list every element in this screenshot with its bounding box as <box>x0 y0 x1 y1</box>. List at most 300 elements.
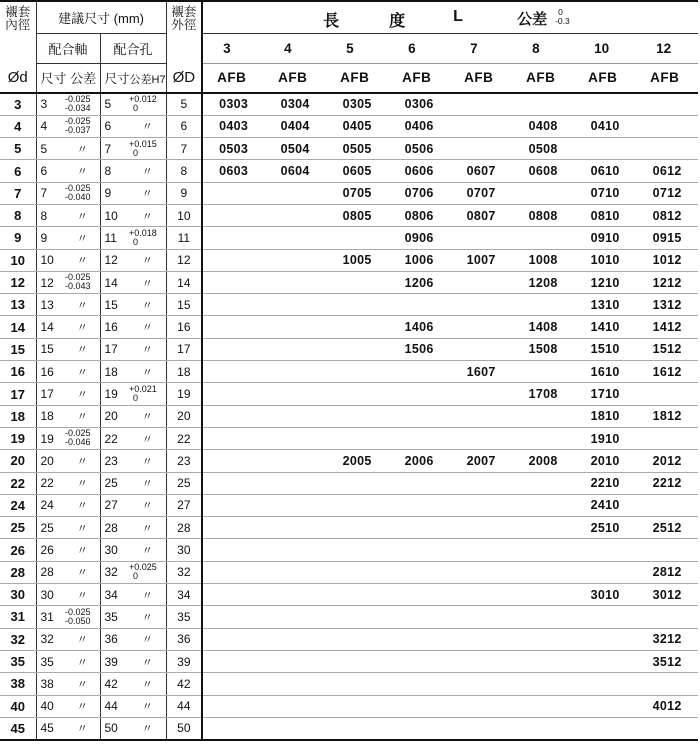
hole-tolerance-cell: 〃 <box>127 650 166 672</box>
shaft-size-cell: 45 <box>36 717 63 739</box>
part-code-cell: 1010 <box>574 249 636 271</box>
hole-tolerance-cell: 〃 <box>127 294 166 316</box>
part-code-cell: 1812 <box>636 405 698 427</box>
shaft-tol-lower: -0.046 <box>65 437 91 448</box>
part-code-cell <box>388 472 450 494</box>
part-code-cell <box>636 138 698 160</box>
part-code-cell <box>202 204 264 226</box>
part-code-cell <box>450 628 512 650</box>
part-code-cell <box>388 294 450 316</box>
hole-tolerance-pair <box>129 95 157 113</box>
part-code-cell: 0707 <box>450 182 512 204</box>
part-code-cell <box>264 182 326 204</box>
length-header <box>202 1 698 33</box>
shaft-tolerance-cell: 〃 <box>63 405 100 427</box>
bushing-id-cell: 7 <box>0 182 36 204</box>
part-code-cell: 0403 <box>202 115 264 137</box>
hole-size-cell: 15 <box>100 294 127 316</box>
table-row <box>0 494 698 516</box>
part-code-cell: 2410 <box>574 494 636 516</box>
series-label-10: AFB <box>574 63 636 93</box>
part-code-cell <box>202 427 264 449</box>
hole-size-cell: 16 <box>100 316 127 338</box>
table-row <box>0 405 698 427</box>
bushing-od-cell: 9 <box>166 182 202 204</box>
part-code-cell: 0410 <box>574 115 636 137</box>
length-header-8: 8 <box>512 33 574 63</box>
part-code-cell: 1810 <box>574 405 636 427</box>
part-code-cell <box>512 717 574 739</box>
part-code-cell <box>450 717 512 739</box>
part-code-cell <box>450 383 512 405</box>
part-code-cell <box>264 227 326 249</box>
bushing-id-cell: 38 <box>0 673 36 695</box>
spec-table-body <box>0 93 698 740</box>
bushing-od-cell: 23 <box>166 450 202 472</box>
hole-size-cell: 42 <box>100 673 127 695</box>
part-code-cell <box>264 606 326 628</box>
bushing-od-cell: 18 <box>166 361 202 383</box>
part-code-cell: 0305 <box>326 93 388 115</box>
part-code-cell: 0805 <box>326 204 388 226</box>
hole-tol-upper: +0.015 <box>129 138 157 149</box>
part-code-cell <box>388 717 450 739</box>
shaft-size-cell: 17 <box>36 383 63 405</box>
part-code-cell <box>326 539 388 561</box>
part-code-cell: 0808 <box>512 204 574 226</box>
part-code-cell: 1210 <box>574 271 636 293</box>
shaft-tolerance-cell: 〃 <box>63 294 100 316</box>
bushing-id-cell: 15 <box>0 338 36 360</box>
shaft-size-cell: 15 <box>36 338 63 360</box>
part-code-cell <box>388 695 450 717</box>
part-code-cell: 1710 <box>574 383 636 405</box>
part-code-cell <box>574 695 636 717</box>
part-code-cell <box>574 539 636 561</box>
part-code-cell: 0604 <box>264 160 326 182</box>
bushing-id-cell: 20 <box>0 450 36 472</box>
hole-size-cell: 39 <box>100 650 127 672</box>
part-code-cell: 0303 <box>202 93 264 115</box>
shaft-size-cell: 4 <box>36 115 63 137</box>
part-code-cell: 1012 <box>636 249 698 271</box>
part-code-cell <box>388 494 450 516</box>
hole-tolerance-cell: 〃 <box>127 338 166 360</box>
hole-tolerance-cell <box>127 93 166 115</box>
part-code-cell <box>264 561 326 583</box>
part-code-cell <box>326 628 388 650</box>
table-row <box>0 338 698 360</box>
series-label-12: AFB <box>636 63 698 93</box>
part-code-cell <box>512 539 574 561</box>
shaft-size-cell: 13 <box>36 294 63 316</box>
hole-tol-upper: +0.018 <box>129 227 157 238</box>
hole-tolerance-cell: 〃 <box>127 472 166 494</box>
shaft-size-cell: 22 <box>36 472 63 494</box>
part-code-cell <box>202 673 264 695</box>
shaft-tolerance-cell <box>63 606 100 628</box>
shaft-tolerance-cell: 〃 <box>63 539 100 561</box>
hole-tolerance-cell: 〃 <box>127 673 166 695</box>
part-code-cell: 0810 <box>574 204 636 226</box>
part-code-cell: 1008 <box>512 249 574 271</box>
part-code-cell <box>326 517 388 539</box>
hole-size-cell: 30 <box>100 539 127 561</box>
shaft-tol-lower: -0.050 <box>65 615 91 626</box>
part-code-cell: 0408 <box>512 115 574 137</box>
bushing-id-cell: 3 <box>0 93 36 115</box>
length-tol-lower: -0.3 <box>555 16 570 26</box>
part-code-cell: 0504 <box>264 138 326 160</box>
table-row <box>0 717 698 739</box>
part-code-cell <box>512 93 574 115</box>
hole-tolerance-cell: 〃 <box>127 450 166 472</box>
part-code-cell <box>202 717 264 739</box>
part-code-cell: 0505 <box>326 138 388 160</box>
table-row <box>0 673 698 695</box>
length-tolerance-label: 公差 <box>517 11 548 28</box>
part-code-cell <box>326 584 388 606</box>
part-code-cell: 1512 <box>636 338 698 360</box>
shaft-tolerance-pair <box>65 117 91 135</box>
shaft-tolerance-cell: 〃 <box>63 361 100 383</box>
part-code-cell <box>388 517 450 539</box>
bushing-id-symbol: Ød <box>0 63 36 93</box>
part-code-cell <box>326 361 388 383</box>
part-code-cell: 2512 <box>636 517 698 539</box>
part-code-cell <box>326 561 388 583</box>
part-code-cell <box>326 271 388 293</box>
bushing-id-header <box>0 1 36 63</box>
part-code-cell <box>636 717 698 739</box>
part-code-cell <box>264 695 326 717</box>
hole-tolerance-pair <box>129 229 157 247</box>
hole-tolerance-cell: 〃 <box>127 494 166 516</box>
part-code-cell <box>264 584 326 606</box>
shaft-tolerance-pair <box>65 184 91 202</box>
part-code-cell <box>326 650 388 672</box>
hole-size-cell: 9 <box>100 182 127 204</box>
hole-size-cell: 27 <box>100 494 127 516</box>
part-code-cell <box>636 606 698 628</box>
shaft-tolerance-pair <box>65 95 91 113</box>
hole-tolerance-cell: 〃 <box>127 539 166 561</box>
part-code-cell <box>450 294 512 316</box>
hole-size-cell: 7 <box>100 138 127 160</box>
part-code-cell <box>574 628 636 650</box>
hole-size-tol-header <box>100 63 166 93</box>
bushing-id-cell: 18 <box>0 405 36 427</box>
part-code-cell <box>388 405 450 427</box>
shaft-tol-lower: -0.040 <box>65 192 91 203</box>
shaft-tolerance-cell: 〃 <box>63 584 100 606</box>
bushing-od-cell: 12 <box>166 249 202 271</box>
shaft-size-cell: 28 <box>36 561 63 583</box>
part-code-cell: 1708 <box>512 383 574 405</box>
table-row <box>0 138 698 160</box>
shaft-tolerance-cell: 〃 <box>63 650 100 672</box>
bushing-od-label-2: 外徑 <box>171 18 197 32</box>
part-code-cell <box>450 316 512 338</box>
part-code-cell <box>264 405 326 427</box>
part-code-cell <box>202 182 264 204</box>
hole-tolerance-cell: 〃 <box>127 628 166 650</box>
part-code-cell <box>326 717 388 739</box>
table-row <box>0 450 698 472</box>
part-code-cell <box>574 93 636 115</box>
part-code-cell <box>264 450 326 472</box>
length-header-5: 5 <box>326 33 388 63</box>
bushing-id-cell: 17 <box>0 383 36 405</box>
hole-tol-upper: +0.025 <box>129 562 157 573</box>
bushing-id-cell: 35 <box>0 650 36 672</box>
table-row <box>0 227 698 249</box>
part-code-cell: 2210 <box>574 472 636 494</box>
part-code-cell: 0405 <box>326 115 388 137</box>
part-code-cell: 1610 <box>574 361 636 383</box>
hole-tolerance-cell <box>127 383 166 405</box>
part-code-cell <box>450 227 512 249</box>
part-code-cell <box>326 606 388 628</box>
part-code-cell <box>450 93 512 115</box>
shaft-size-cell: 24 <box>36 494 63 516</box>
part-code-cell: 3010 <box>574 584 636 606</box>
part-code-cell: 1406 <box>388 316 450 338</box>
bushing-od-cell: 19 <box>166 383 202 405</box>
shaft-size-cell: 26 <box>36 539 63 561</box>
part-code-cell <box>264 494 326 516</box>
length-header-4: 4 <box>264 33 326 63</box>
part-code-cell <box>202 628 264 650</box>
part-code-cell: 2510 <box>574 517 636 539</box>
part-code-cell <box>450 494 512 516</box>
part-code-cell: 1910 <box>574 427 636 449</box>
part-code-cell <box>202 249 264 271</box>
part-code-cell <box>512 673 574 695</box>
part-code-cell <box>450 338 512 360</box>
part-code-cell <box>202 561 264 583</box>
part-code-cell: 0807 <box>450 204 512 226</box>
shaft-tolerance-cell: 〃 <box>63 383 100 405</box>
shaft-size-cell: 8 <box>36 204 63 226</box>
shaft-tol-upper: -0.025 <box>65 428 91 439</box>
part-code-cell <box>264 249 326 271</box>
hole-tolerance-cell: 〃 <box>127 584 166 606</box>
part-code-cell <box>202 606 264 628</box>
part-code-cell: 0610 <box>574 160 636 182</box>
hole-size-cell: 8 <box>100 160 127 182</box>
shaft-size-cell: 10 <box>36 249 63 271</box>
part-code-cell <box>574 606 636 628</box>
shaft-tol-upper: -0.025 <box>65 94 91 105</box>
length-header-6: 6 <box>388 33 450 63</box>
part-code-cell <box>264 717 326 739</box>
hole-tolerance-cell: 〃 <box>127 115 166 137</box>
part-code-cell <box>202 517 264 539</box>
series-label-4: AFB <box>264 63 326 93</box>
hole-tol-lower: 0 <box>133 571 139 582</box>
recommended-dims-header: 建議尺寸 (mm) <box>36 1 166 33</box>
part-code-cell: 0606 <box>388 160 450 182</box>
shaft-tolerance-cell: 〃 <box>63 204 100 226</box>
part-code-cell <box>202 494 264 516</box>
length-tol-upper: 0 <box>558 7 563 17</box>
part-code-cell <box>512 517 574 539</box>
bushing-od-cell: 39 <box>166 650 202 672</box>
part-code-cell <box>636 115 698 137</box>
part-code-cell <box>450 584 512 606</box>
part-code-cell: 2006 <box>388 450 450 472</box>
part-code-cell <box>326 316 388 338</box>
table-row <box>0 427 698 449</box>
part-code-cell: 0612 <box>636 160 698 182</box>
bushing-id-cell: 40 <box>0 695 36 717</box>
part-code-cell <box>450 271 512 293</box>
part-code-cell: 0706 <box>388 182 450 204</box>
shaft-tolerance-cell <box>63 182 100 204</box>
bushing-od-cell: 8 <box>166 160 202 182</box>
shaft-tolerance-cell <box>63 427 100 449</box>
bushing-od-cell: 32 <box>166 561 202 583</box>
series-label-3: AFB <box>202 63 264 93</box>
part-code-cell <box>202 316 264 338</box>
bushing-id-cell: 5 <box>0 138 36 160</box>
shaft-tol-upper: -0.025 <box>65 272 91 283</box>
hole-tol-lower: 0 <box>133 392 139 403</box>
shaft-tolerance-cell: 〃 <box>63 695 100 717</box>
shaft-tolerance-pair <box>65 429 91 447</box>
bushing-id-label-2: 內徑 <box>5 18 31 32</box>
part-code-cell <box>388 427 450 449</box>
part-code-cell <box>326 673 388 695</box>
shaft-tolerance-cell: 〃 <box>63 472 100 494</box>
bushing-od-cell: 27 <box>166 494 202 516</box>
length-title-char-2: 度 <box>389 13 406 30</box>
part-code-cell: 0304 <box>264 93 326 115</box>
part-code-cell: 0605 <box>326 160 388 182</box>
part-code-cell <box>574 561 636 583</box>
shaft-size-cell: 38 <box>36 673 63 695</box>
part-code-cell <box>512 227 574 249</box>
bushing-od-cell: 36 <box>166 628 202 650</box>
hole-tolerance-cell: 〃 <box>127 517 166 539</box>
hole-tolerance-cell <box>127 138 166 160</box>
bushing-od-cell: 15 <box>166 294 202 316</box>
shaft-size-cell: 20 <box>36 450 63 472</box>
part-code-cell: 0506 <box>388 138 450 160</box>
bushing-id-cell: 10 <box>0 249 36 271</box>
part-code-cell <box>512 606 574 628</box>
bushing-od-cell: 44 <box>166 695 202 717</box>
bushing-od-cell: 30 <box>166 539 202 561</box>
part-code-cell <box>326 294 388 316</box>
bushing-od-header <box>166 1 202 63</box>
hole-size-cell: 11 <box>100 227 127 249</box>
part-code-cell: 0910 <box>574 227 636 249</box>
part-code-cell <box>202 227 264 249</box>
part-code-cell <box>264 628 326 650</box>
bushing-od-cell: 25 <box>166 472 202 494</box>
bushing-od-cell: 14 <box>166 271 202 293</box>
part-code-cell <box>202 338 264 360</box>
hole-size-cell: 20 <box>100 405 127 427</box>
shaft-size-tol-header <box>36 63 100 93</box>
shaft-size-cell: 18 <box>36 405 63 427</box>
hole-size-cell: 5 <box>100 93 127 115</box>
hole-size-cell: 12 <box>100 249 127 271</box>
part-code-cell <box>450 427 512 449</box>
shaft-size-cell: 32 <box>36 628 63 650</box>
part-code-cell <box>450 472 512 494</box>
hole-size-cell: 35 <box>100 606 127 628</box>
hole-size-label: 尺寸 <box>104 71 130 86</box>
bushing-od-cell: 16 <box>166 316 202 338</box>
shaft-size-cell: 35 <box>36 650 63 672</box>
table-row <box>0 628 698 650</box>
part-code-cell: 0906 <box>388 227 450 249</box>
part-code-cell <box>264 517 326 539</box>
part-code-cell <box>202 584 264 606</box>
part-code-cell <box>636 539 698 561</box>
part-code-cell: 2812 <box>636 561 698 583</box>
part-code-cell <box>636 673 698 695</box>
table-row <box>0 160 698 182</box>
part-code-cell: 2005 <box>326 450 388 472</box>
shaft-tol-lower: -0.034 <box>65 103 91 114</box>
part-code-cell <box>512 294 574 316</box>
table-row <box>0 472 698 494</box>
shaft-size-cell: 16 <box>36 361 63 383</box>
mating-hole-header: 配合孔 <box>100 33 166 63</box>
hole-tolerance-cell: 〃 <box>127 182 166 204</box>
bushing-id-cell: 12 <box>0 271 36 293</box>
shaft-tol-upper: -0.025 <box>65 606 91 617</box>
bushing-od-cell: 35 <box>166 606 202 628</box>
shaft-tolerance-cell: 〃 <box>63 227 100 249</box>
length-title-char-3: L <box>453 8 463 25</box>
bushing-id-cell: 8 <box>0 204 36 226</box>
shaft-tol-lower: -0.037 <box>65 125 91 136</box>
table-row <box>0 539 698 561</box>
hole-size-cell: 10 <box>100 204 127 226</box>
part-code-cell <box>450 650 512 672</box>
table-row <box>0 115 698 137</box>
part-code-cell: 1510 <box>574 338 636 360</box>
part-code-cell: 0806 <box>388 204 450 226</box>
part-code-cell <box>326 494 388 516</box>
part-code-cell <box>450 539 512 561</box>
series-label-8: AFB <box>512 63 574 93</box>
part-code-cell <box>264 338 326 360</box>
part-code-cell: 1506 <box>388 338 450 360</box>
shaft-size-cell: 19 <box>36 427 63 449</box>
hole-tolerance-cell: 〃 <box>127 361 166 383</box>
hole-tolerance-pair <box>129 563 157 581</box>
part-code-cell <box>264 539 326 561</box>
bushing-od-cell: 6 <box>166 115 202 137</box>
length-header-12: 12 <box>636 33 698 63</box>
part-code-cell <box>450 561 512 583</box>
part-code-cell: 0503 <box>202 138 264 160</box>
part-code-cell: 0603 <box>202 160 264 182</box>
part-code-cell: 1412 <box>636 316 698 338</box>
part-code-cell <box>202 472 264 494</box>
part-code-cell <box>264 383 326 405</box>
part-code-cell <box>202 361 264 383</box>
part-code-cell: 1208 <box>512 271 574 293</box>
table-row <box>0 93 698 115</box>
shaft-tolerance-cell: 〃 <box>63 316 100 338</box>
